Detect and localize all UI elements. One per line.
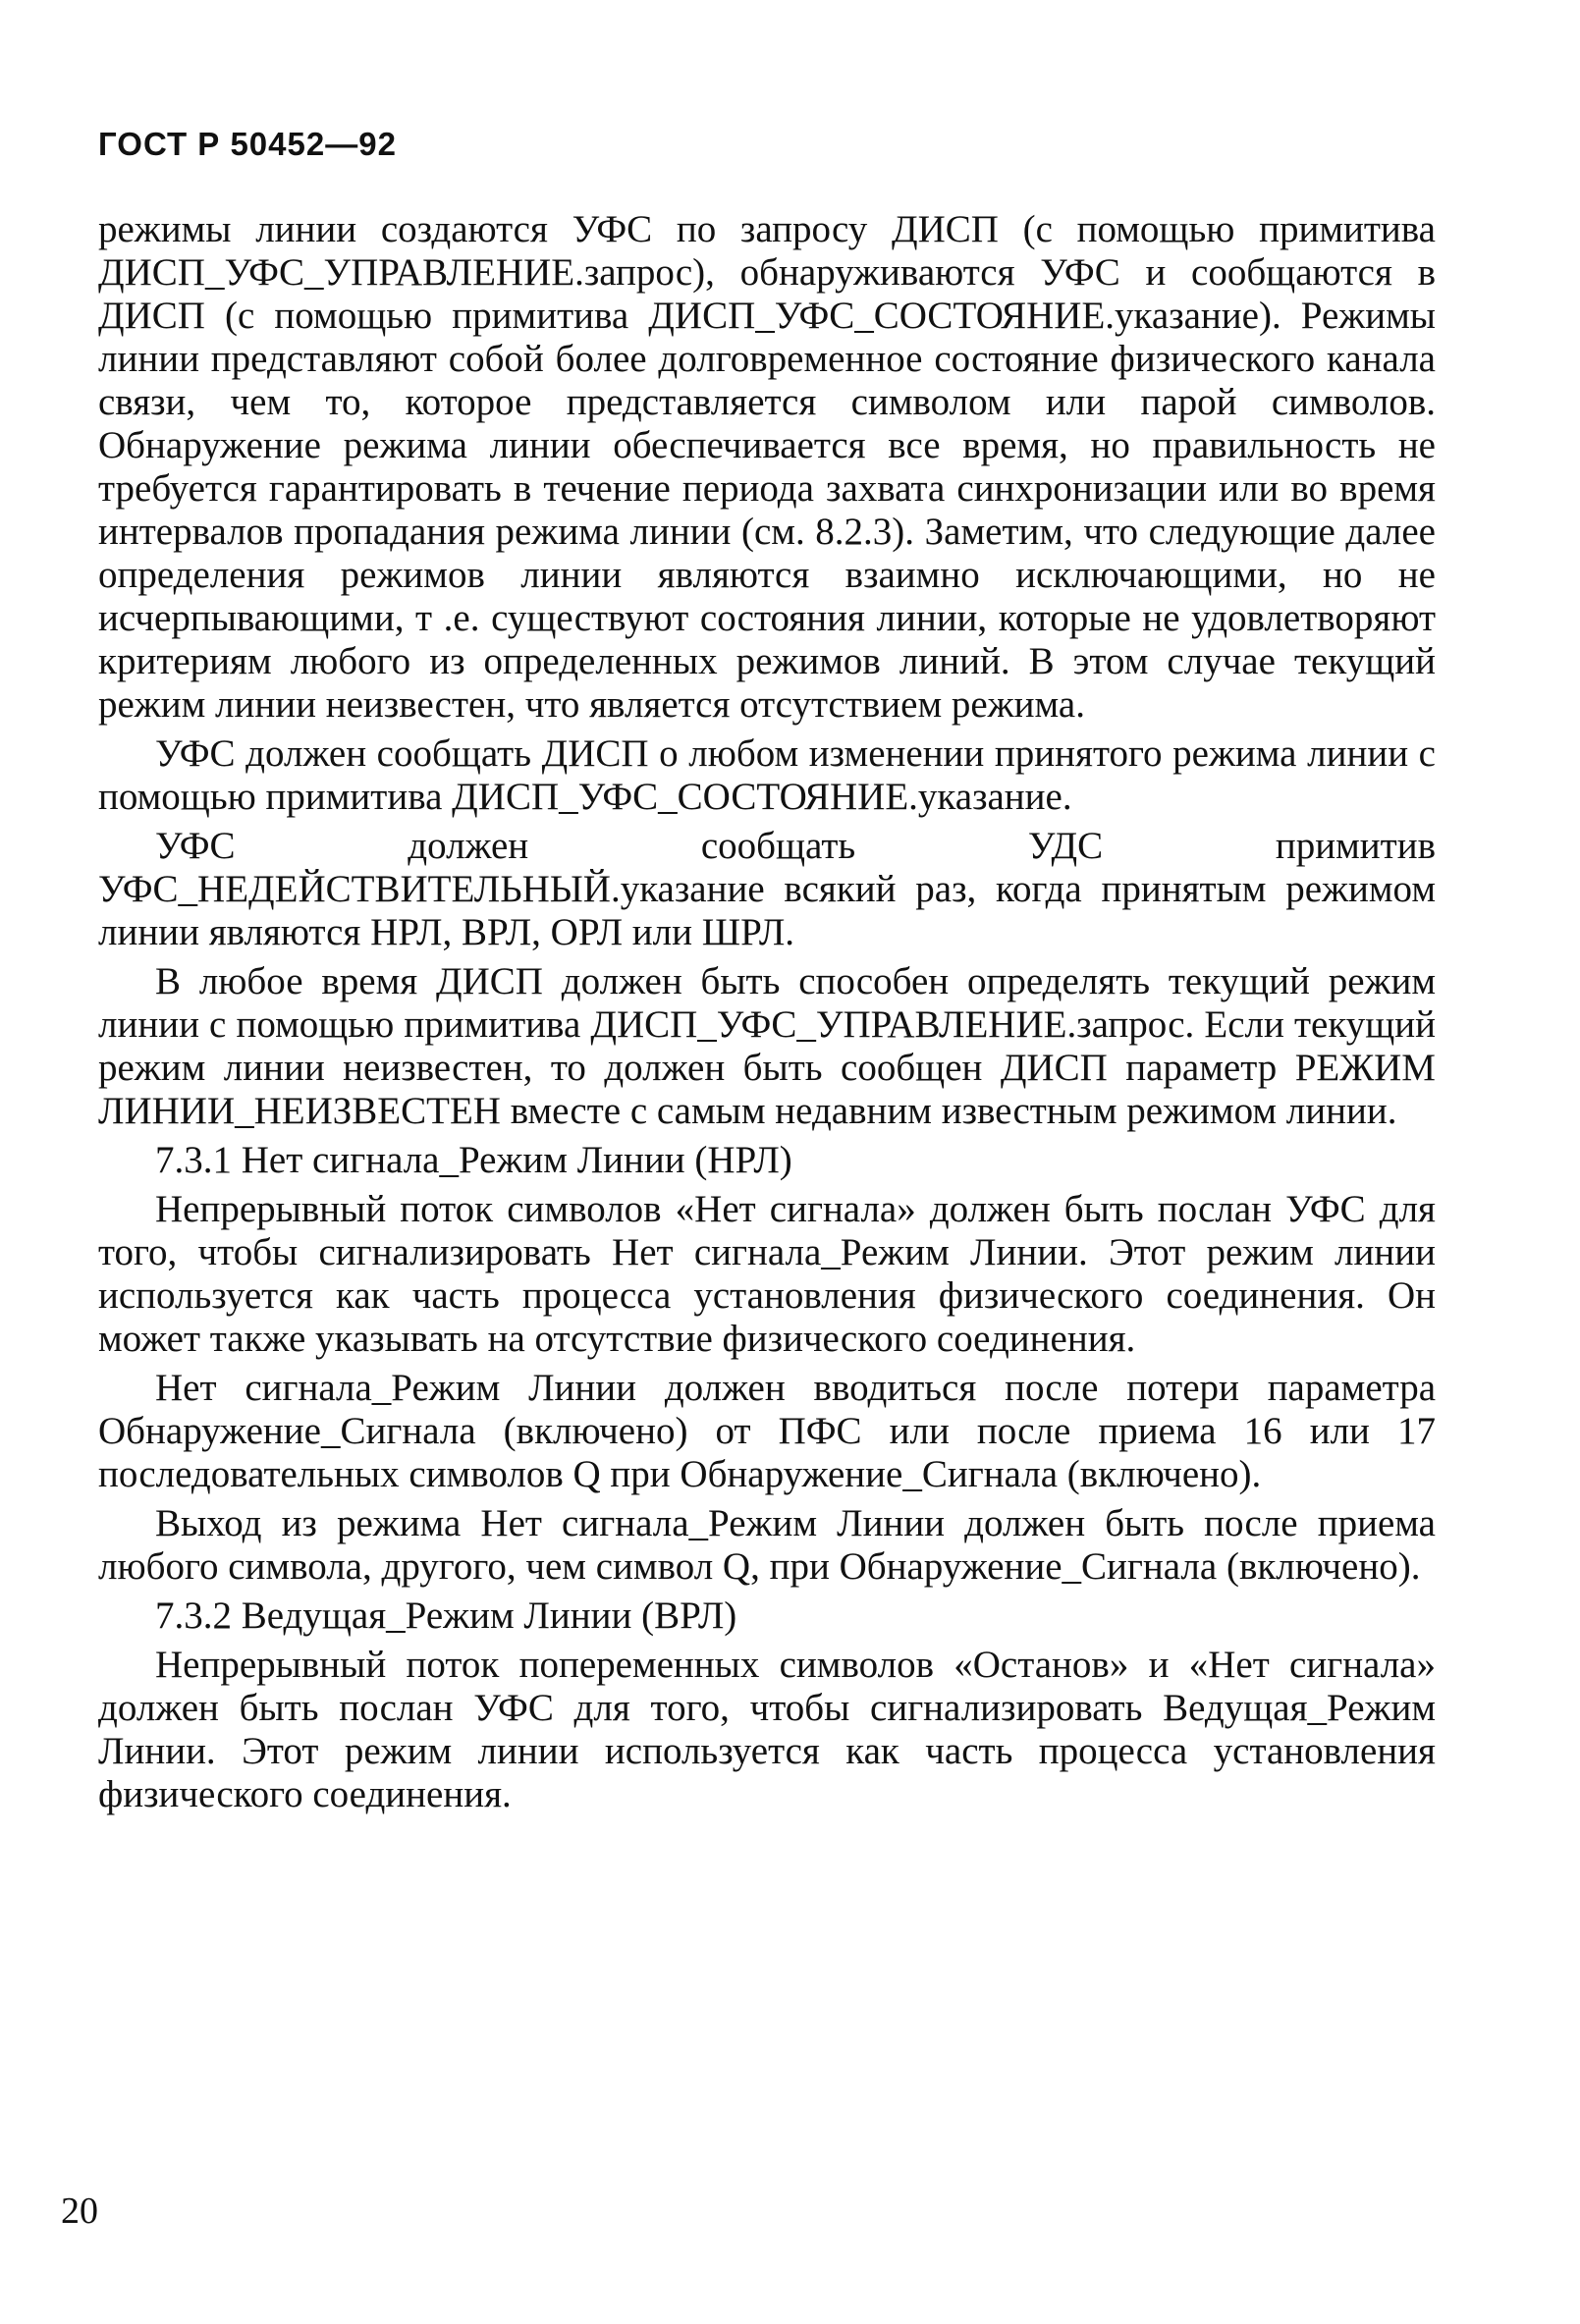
paragraph: УФС должен сообщать ДИСП о любом изменении принятого режима линии с помощью примитива ДИСП_УФС_СОСТОЯНИЕ.указание.: [98, 732, 1436, 818]
section-heading-7-3-1: 7.3.1 Нет сигнала_Режим Линии (НРЛ): [155, 1139, 792, 1181]
paragraph: Выход из режима Нет сигнала_Режим Линии должен быть после приема любого символа, другого, чем символ Q, при Обнаружение_Сигнала (включено).: [98, 1502, 1436, 1588]
page-number: 20: [61, 2190, 98, 2232]
paragraph: режимы линии создаются УФС по запросу ДИСП (с помощью примитива ДИСП_УФС_УПРАВЛЕНИЕ.запрос), обнаруживаются УФС и сообщаются в ДИСП (с помощью примитива ДИСП_УФС_СОСТОЯНИЕ.указание). Режимы линии представляют собой более долговременное состояние физического канала связи, чем то, которое представляется символом или парой символов. Обнаружение режима линии обеспечивается все время, но правильность не требуется гарантировать в течение периода захвата синхронизации или во время интервалов пропадания режима линии (см. 8.2.3). Заметим, что следующие далее определения режимов линии являются взаимно исключающими, но не исчерпывающими, т .е. существуют состояния линии, которые не удовлетворяют критериям любого из определенных режимов линий. В этом случае текущий режим линии неизвестен, что является отсутствием режима.: [98, 208, 1436, 726]
section-heading-7-3-2: 7.3.2 Ведущая_Режим Линии (ВРЛ): [155, 1594, 737, 1637]
paragraph: Нет сигнала_Режим Линии должен вводиться после потери параметра Обнаружение_Сигнала (включено) от ПФС или после приема 16 или 17 последовательных символов Q при Обнаружение_Сигнала (включено).: [98, 1367, 1436, 1495]
body-text: [98, 208, 1436, 1822]
paragraph: В любое время ДИСП должен быть способен определять текущий режим линии с помощью примитива ДИСП_УФС_УПРАВЛЕНИЕ.запрос. Если текущий режим линии неизвестен, то должен быть сообщен ДИСП параметр РЕЖИМ ЛИНИИ_НЕИЗВЕСТЕН вместе с самым недавним известным режимом линии.: [98, 960, 1436, 1132]
paragraph: Непрерывный поток символов «Нет сигнала» должен быть послан УФС для того, чтобы сигнализировать Нет сигнала_Режим Линии. Этот режим линии используется как часть процесса установления физического соединения. Он может также указывать на отсутствие физического соединения.: [98, 1188, 1436, 1360]
document-header: ГОСТ Р 50452—92: [98, 126, 397, 162]
paragraph: УФС должен сообщать УДС примитив УФС_НЕДЕЙСТВИТЕЛЬНЫЙ.указание всякий раз, когда принятым режимом линии являются НРЛ, ВРЛ, ОРЛ или ШРЛ.: [98, 825, 1436, 953]
paragraph: Непрерывный поток попеременных символов «Останов» и «Нет сигнала» должен быть послан УФС для того, чтобы сигнализировать Ведущая_Режим Линии. Этот режим линии используется как часть процесса установления физического соединения.: [98, 1644, 1436, 1815]
